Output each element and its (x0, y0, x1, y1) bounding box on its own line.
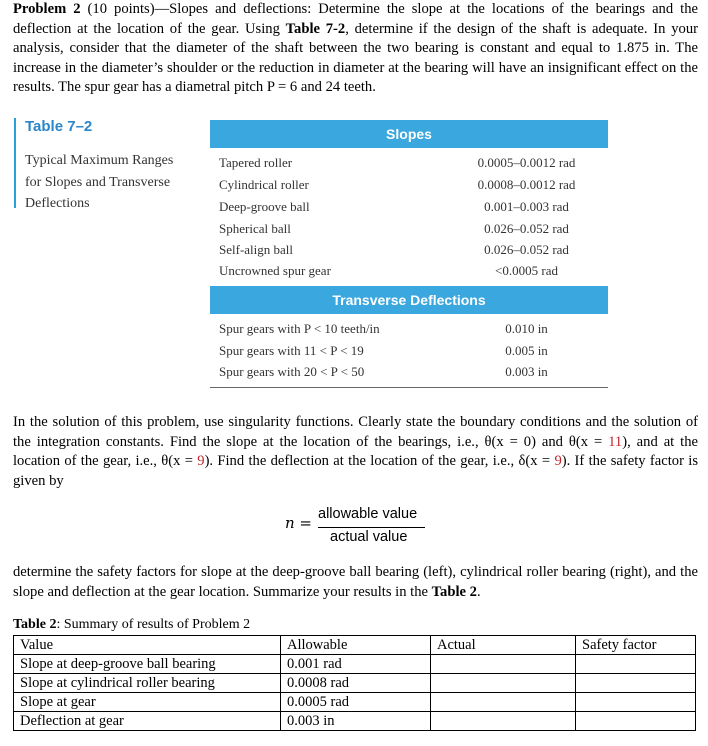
problem-points: (10 points) (80, 1, 155, 17)
cell-value: Slope at deep-groove ball bearing (14, 655, 281, 674)
table-row (14, 655, 696, 674)
slope-label: Spherical ball (219, 221, 291, 236)
table-ref: Table 7-2 (285, 20, 346, 37)
slope-value: 0.026–0.052 rad (484, 242, 569, 257)
header-actual: Actual (431, 636, 576, 655)
slope-value: 0.0008–0.0012 rad (477, 177, 576, 192)
table2-caption (13, 617, 250, 633)
gear-location: 9 (197, 453, 205, 469)
instruction-table-ref: Table 2 (431, 583, 477, 600)
header-value: Value (14, 636, 281, 655)
cell-allowable: 0.0005 rad (281, 693, 431, 712)
deflection-label: Spur gears with 11 < P < 19 (219, 343, 364, 358)
problem-text: , determine if the design of the shaft is adequate. In your analysis, consider that the diameter of the shaft between the two bearing is constant and equal to 1.875 in. The increase in the diameter’s shoulder or the reduction in diameter at the bearing will have an insignificant effect on the results. The spur gear has a diametral pitch P = 6 and 24 teeth. (13, 20, 698, 95)
cell-actual[interactable] (431, 655, 576, 674)
slope-row (219, 177, 604, 199)
formula-denominator: actual value (330, 529, 408, 545)
cell-safety-factor[interactable] (576, 712, 696, 731)
formula-lhs: n = (285, 514, 312, 532)
instruction-text (13, 563, 698, 602)
deflections-header: Transverse Deflections (210, 286, 608, 314)
deflection-row (219, 321, 604, 343)
table-header-row (14, 636, 696, 655)
slope-label: Uncrowned spur gear (219, 263, 331, 278)
table-row (14, 693, 696, 712)
cell-actual[interactable] (431, 674, 576, 693)
table72-accent-bar (14, 118, 16, 208)
cell-actual[interactable] (431, 712, 576, 731)
table2-caption-label: Table 2 (13, 617, 57, 632)
header-allowable: Allowable (281, 636, 431, 655)
slope-row (219, 242, 604, 264)
cell-safety-factor[interactable] (576, 674, 696, 693)
slope-label: Deep-groove ball (219, 199, 310, 214)
slope-label: Self-align ball (219, 242, 294, 257)
slope-value: <0.0005 rad (495, 263, 558, 278)
fraction-bar (318, 527, 425, 528)
solution-text-d: ). If the safety factor is given by (13, 453, 698, 489)
slope-value: 0.026–0.052 rad (484, 221, 569, 236)
header-safety-factor: Safety factor (576, 636, 696, 655)
slope-row (219, 199, 604, 221)
cell-allowable: 0.0008 rad (281, 674, 431, 693)
gear-location-deflection: 9 (554, 453, 562, 469)
deflection-label: Spur gears with 20 < P < 50 (219, 364, 365, 379)
slope-label: Cylindrical roller (219, 177, 309, 192)
formula-numerator: allowable value (318, 506, 418, 522)
solution-text (13, 413, 698, 491)
deflection-label: Spur gears with P < 10 teeth/in (219, 321, 380, 336)
deflection-row (219, 364, 604, 386)
summary-table (13, 635, 696, 731)
cell-value: Deflection at gear (14, 712, 281, 731)
solution-text-b: ), and at the location of the gear, i.e., θ(x = (13, 433, 698, 469)
cell-safety-factor[interactable] (576, 655, 696, 674)
deflection-value: 0.003 in (505, 364, 548, 379)
solution-text-a: In the solution of this problem, use singularity functions. Clearly state the boundary conditions and the solution of the integration constants. Find the slope at the location of the bearings, i.e., θ(x = 0) and θ(x = (13, 414, 698, 450)
slopes-header: Slopes (210, 120, 608, 148)
slope-value: 0.0005–0.0012 rad (477, 155, 576, 170)
deflection-value: 0.005 in (505, 343, 548, 358)
slope-value: 0.001–0.003 rad (484, 199, 569, 214)
cell-allowable: 0.003 in (281, 712, 431, 731)
slope-row (219, 263, 604, 285)
instruction-end: . (476, 583, 481, 600)
problem-title: —Slopes and deflections: Determine the slope at the locations of the bearings and the deflection at the location of the gear. Using (13, 1, 698, 37)
deflection-value: 0.010 in (505, 321, 548, 336)
solution-text-c: ). Find the deflection at the location of the gear, i.e., δ(x = (204, 453, 555, 469)
bearing-location: 11 (608, 433, 623, 450)
slope-row (219, 155, 604, 177)
cell-value: Slope at cylindrical roller bearing (14, 674, 281, 693)
cell-safety-factor[interactable] (576, 693, 696, 712)
table72-title: Table 7–2 (25, 118, 93, 135)
table72-bottom-rule (210, 387, 608, 388)
table-row (14, 674, 696, 693)
problem-statement (13, 0, 698, 98)
instruction-body: determine the safety factors for slope at the deep-groove ball bearing (left), cylindrical roller bearing (right), and the slope and deflection at the gear location. Summarize your results in the (13, 564, 698, 600)
table72-caption: Typical Maximum Ranges for Slopes and Transverse Deflections (25, 153, 174, 211)
cell-value: Slope at gear (14, 693, 281, 712)
table2-caption-text: : Summary of results of Problem 2 (56, 617, 251, 632)
cell-actual[interactable] (431, 693, 576, 712)
cell-allowable: 0.001 rad (281, 655, 431, 674)
slope-label: Tapered roller (219, 155, 293, 170)
deflection-row (219, 343, 604, 365)
table-row (14, 712, 696, 731)
problem-heading: Problem 2 (13, 1, 81, 17)
slope-row (219, 221, 604, 243)
